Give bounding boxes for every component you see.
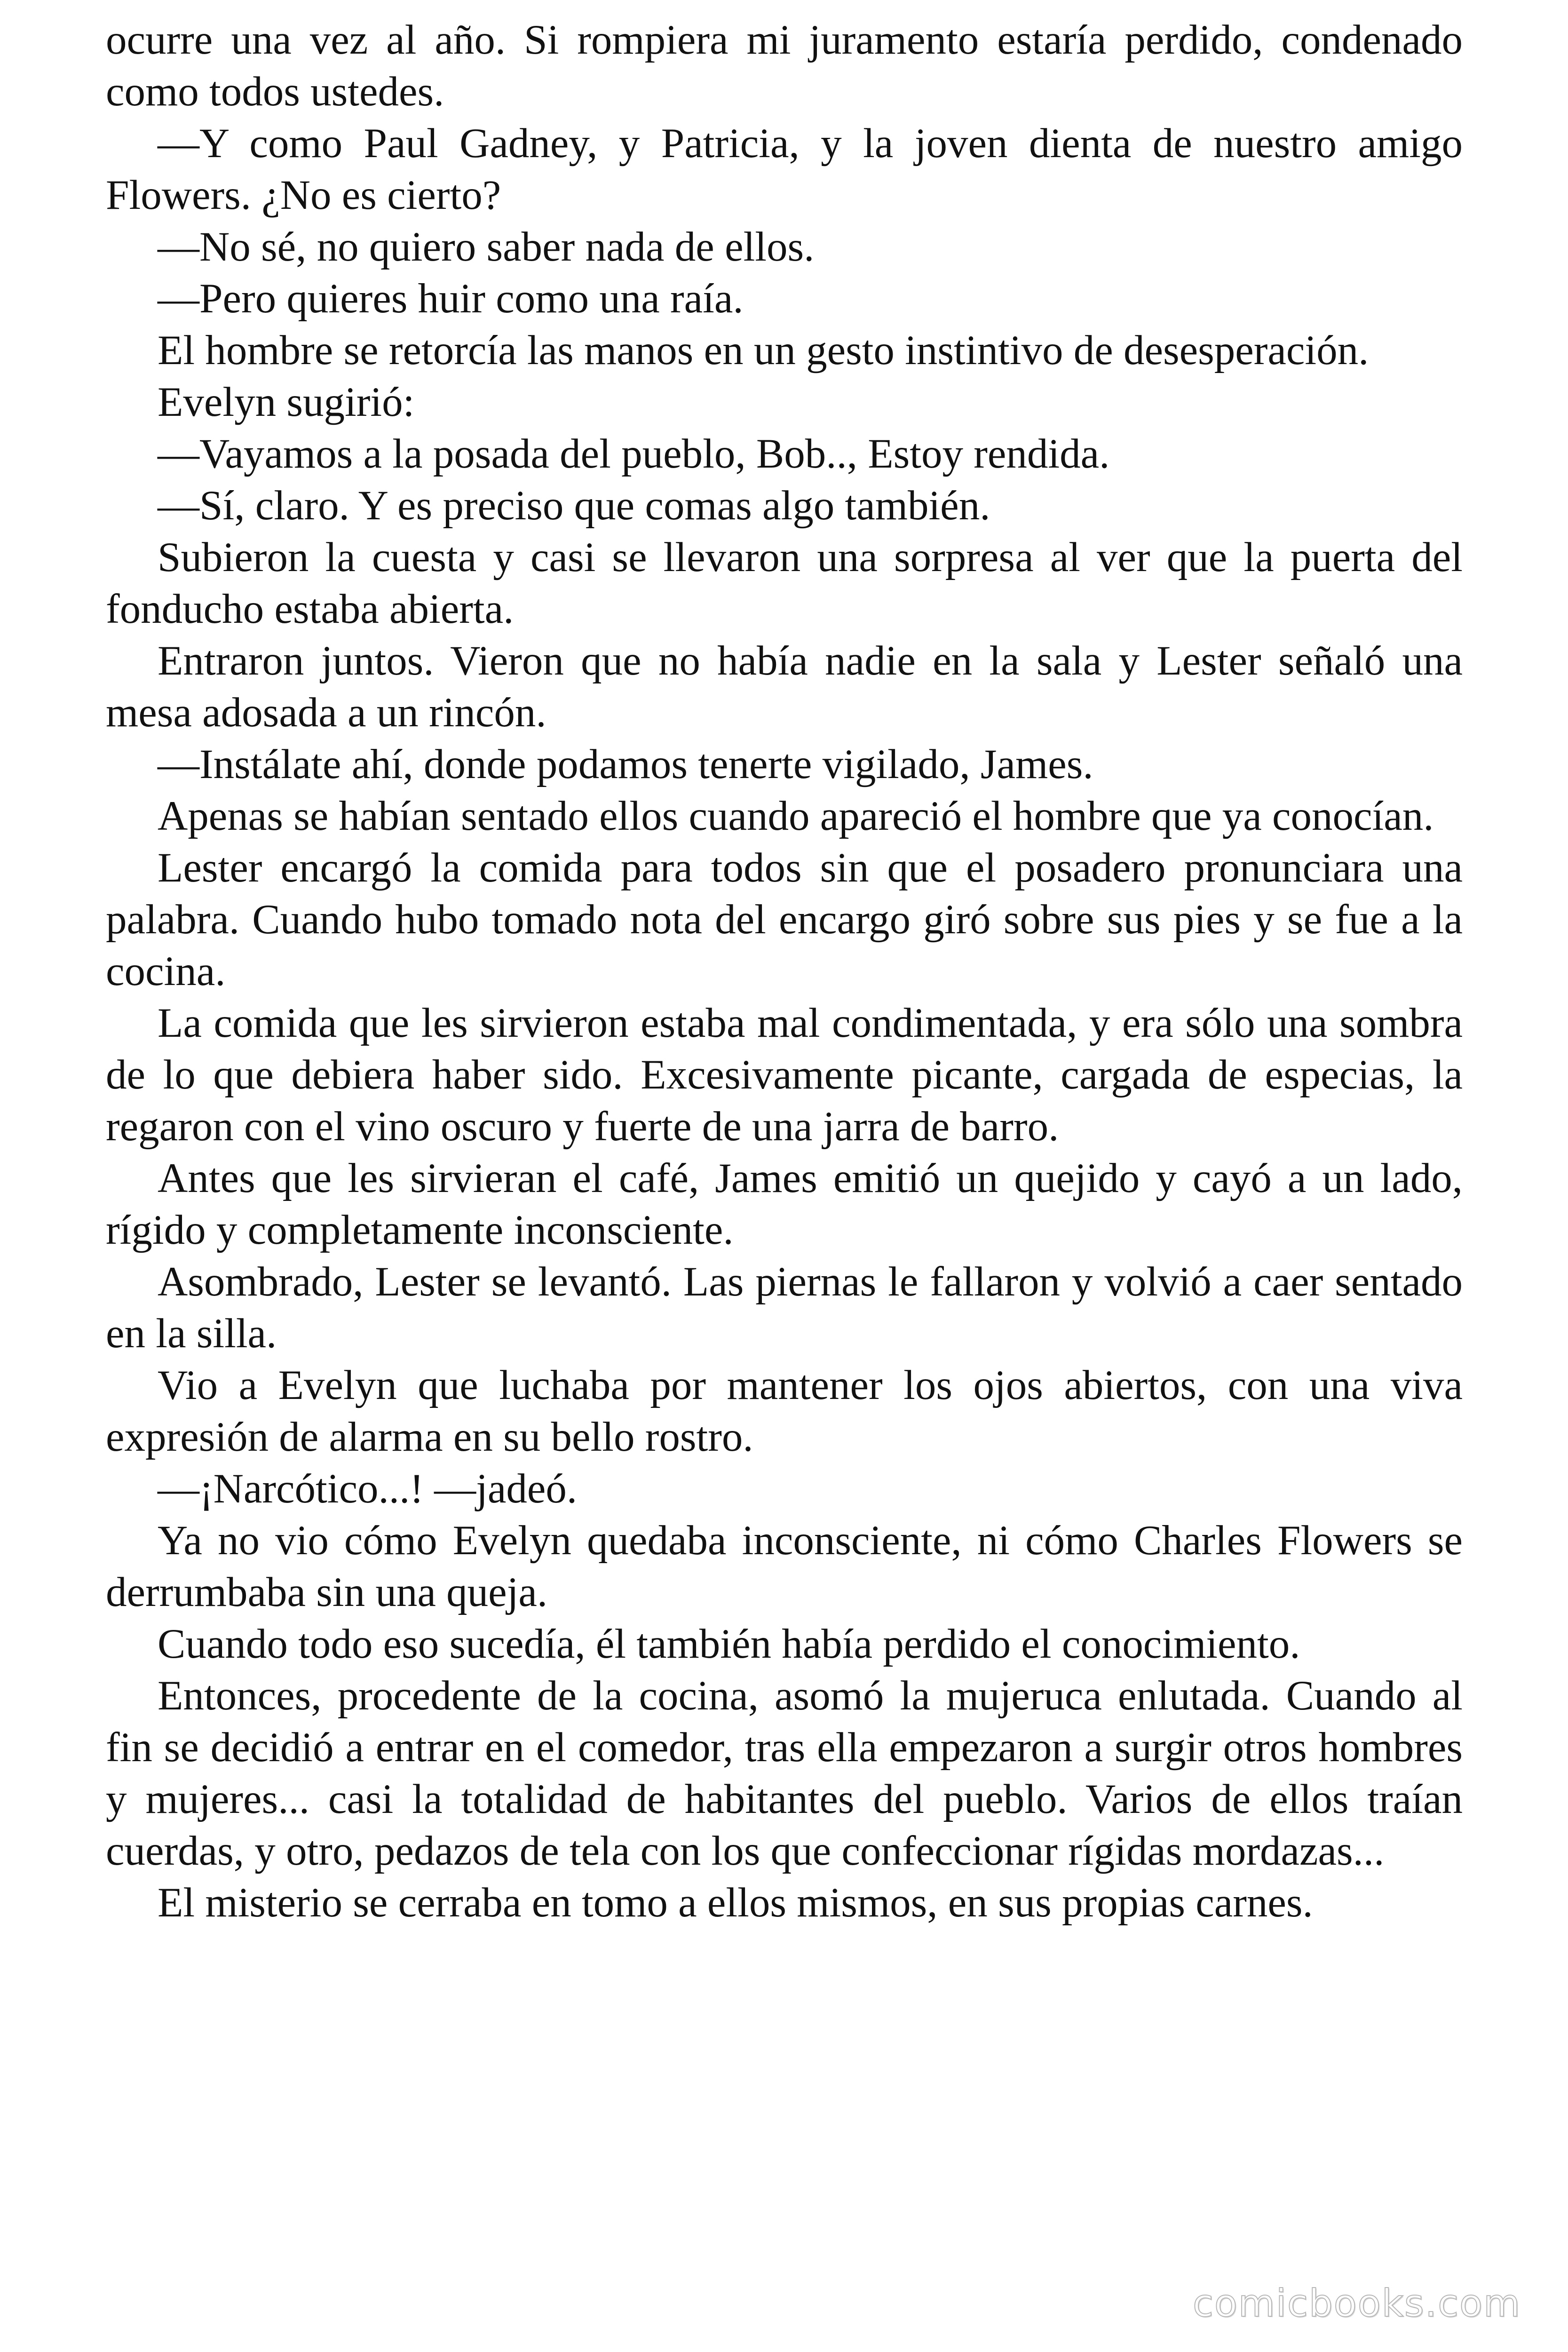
paragraph: La comida que les sirvieron estaba mal condimentada, y era sólo una sombra de lo que debiera haber sido. Excesivamente picante, cargada de especias, la regaron con el vino oscuro y fuerte de una jarra de barro. [106,1000,1463,1150]
paragraph: Asombrado, Lester se levantó. Las piernas le fallaron y volvió a caer sentado en la silla. [106,1259,1463,1357]
watermark-text: comicbooks.com [1192,2281,1521,2325]
paragraph-dialogue: —Instálate ahí, donde podamos tenerte vigilado, James. [158,741,1093,787]
paragraph: Subieron la cuesta y casi se llevaron una sorpresa al ver que la puerta del fonducho estaba abierta. [106,534,1463,632]
paragraph: Evelyn sugirió: [158,379,415,425]
paragraph: Vio a Evelyn que luchaba por mantener los ojos abiertos, con una viva expresión de alarma en su bello rostro. [106,1362,1463,1460]
paragraph-dialogue: —Vayamos a la posada del pueblo, Bob.., Estoy rendida. [158,431,1110,477]
paragraph: Entonces, procedente de la cocina, asomó la mujeruca enlutada. Cuando al fin se decidió a entrar en el comedor, tras ella empezaron a surgir otros hombres y mujeres... casi la totalidad de habitantes del pueblo. Varios de ellos traían cuerdas, y otro, pedazos de tela con los que confeccionar rígidas mordazas... [106,1673,1463,1874]
paragraph-dialogue: —Y como Paul Gadney, y Patricia, y la joven dienta de nuestro amigo Flowers. ¿No es cierto? [106,120,1463,218]
paragraph-dialogue: —Sí, claro. Y es preciso que comas algo también. [158,483,990,529]
paragraph-dialogue: —No sé, no quiero saber nada de ellos. [158,224,815,270]
body-text [106,14,1463,1929]
paragraph: El misterio se cerraba en tomo a ellos mismos, en sus propias carnes. [158,1880,1313,1926]
paragraph: Ya no vio cómo Evelyn quedaba inconsciente, ni cómo Charles Flowers se derrumbaba sin una queja. [106,1518,1463,1615]
paragraph: Antes que les sirvieran el café, James emitió un quejido y cayó a un lado, rígido y completamente inconsciente. [106,1155,1463,1253]
paragraph-dialogue: —Pero quieres huir como una raía. [158,276,744,322]
paragraph: El hombre se retorcía las manos en un gesto instintivo de desesperación. [158,327,1369,373]
paragraph-continuation: ocurre una vez al año. Si rompiera mi juramento estaría perdido, condenado como todos ustedes. [106,17,1463,115]
paragraph: Apenas se habían sentado ellos cuando apareció el hombre que ya conocían. [158,793,1434,839]
paragraph: Lester encargó la comida para todos sin que el posadero pronunciara una palabra. Cuando hubo tomado nota del encargo giró sobre sus pies y se fue a la cocina. [106,845,1463,994]
paragraph: Cuando todo eso sucedía, él también había perdido el conocimiento. [158,1621,1300,1667]
paragraph-dialogue: —¡Narcótico...! —jadeó. [158,1466,578,1512]
paragraph: Entraron juntos. Vieron que no había nadie en la sala y Lester señaló una mesa adosada a un rincón. [106,638,1463,736]
